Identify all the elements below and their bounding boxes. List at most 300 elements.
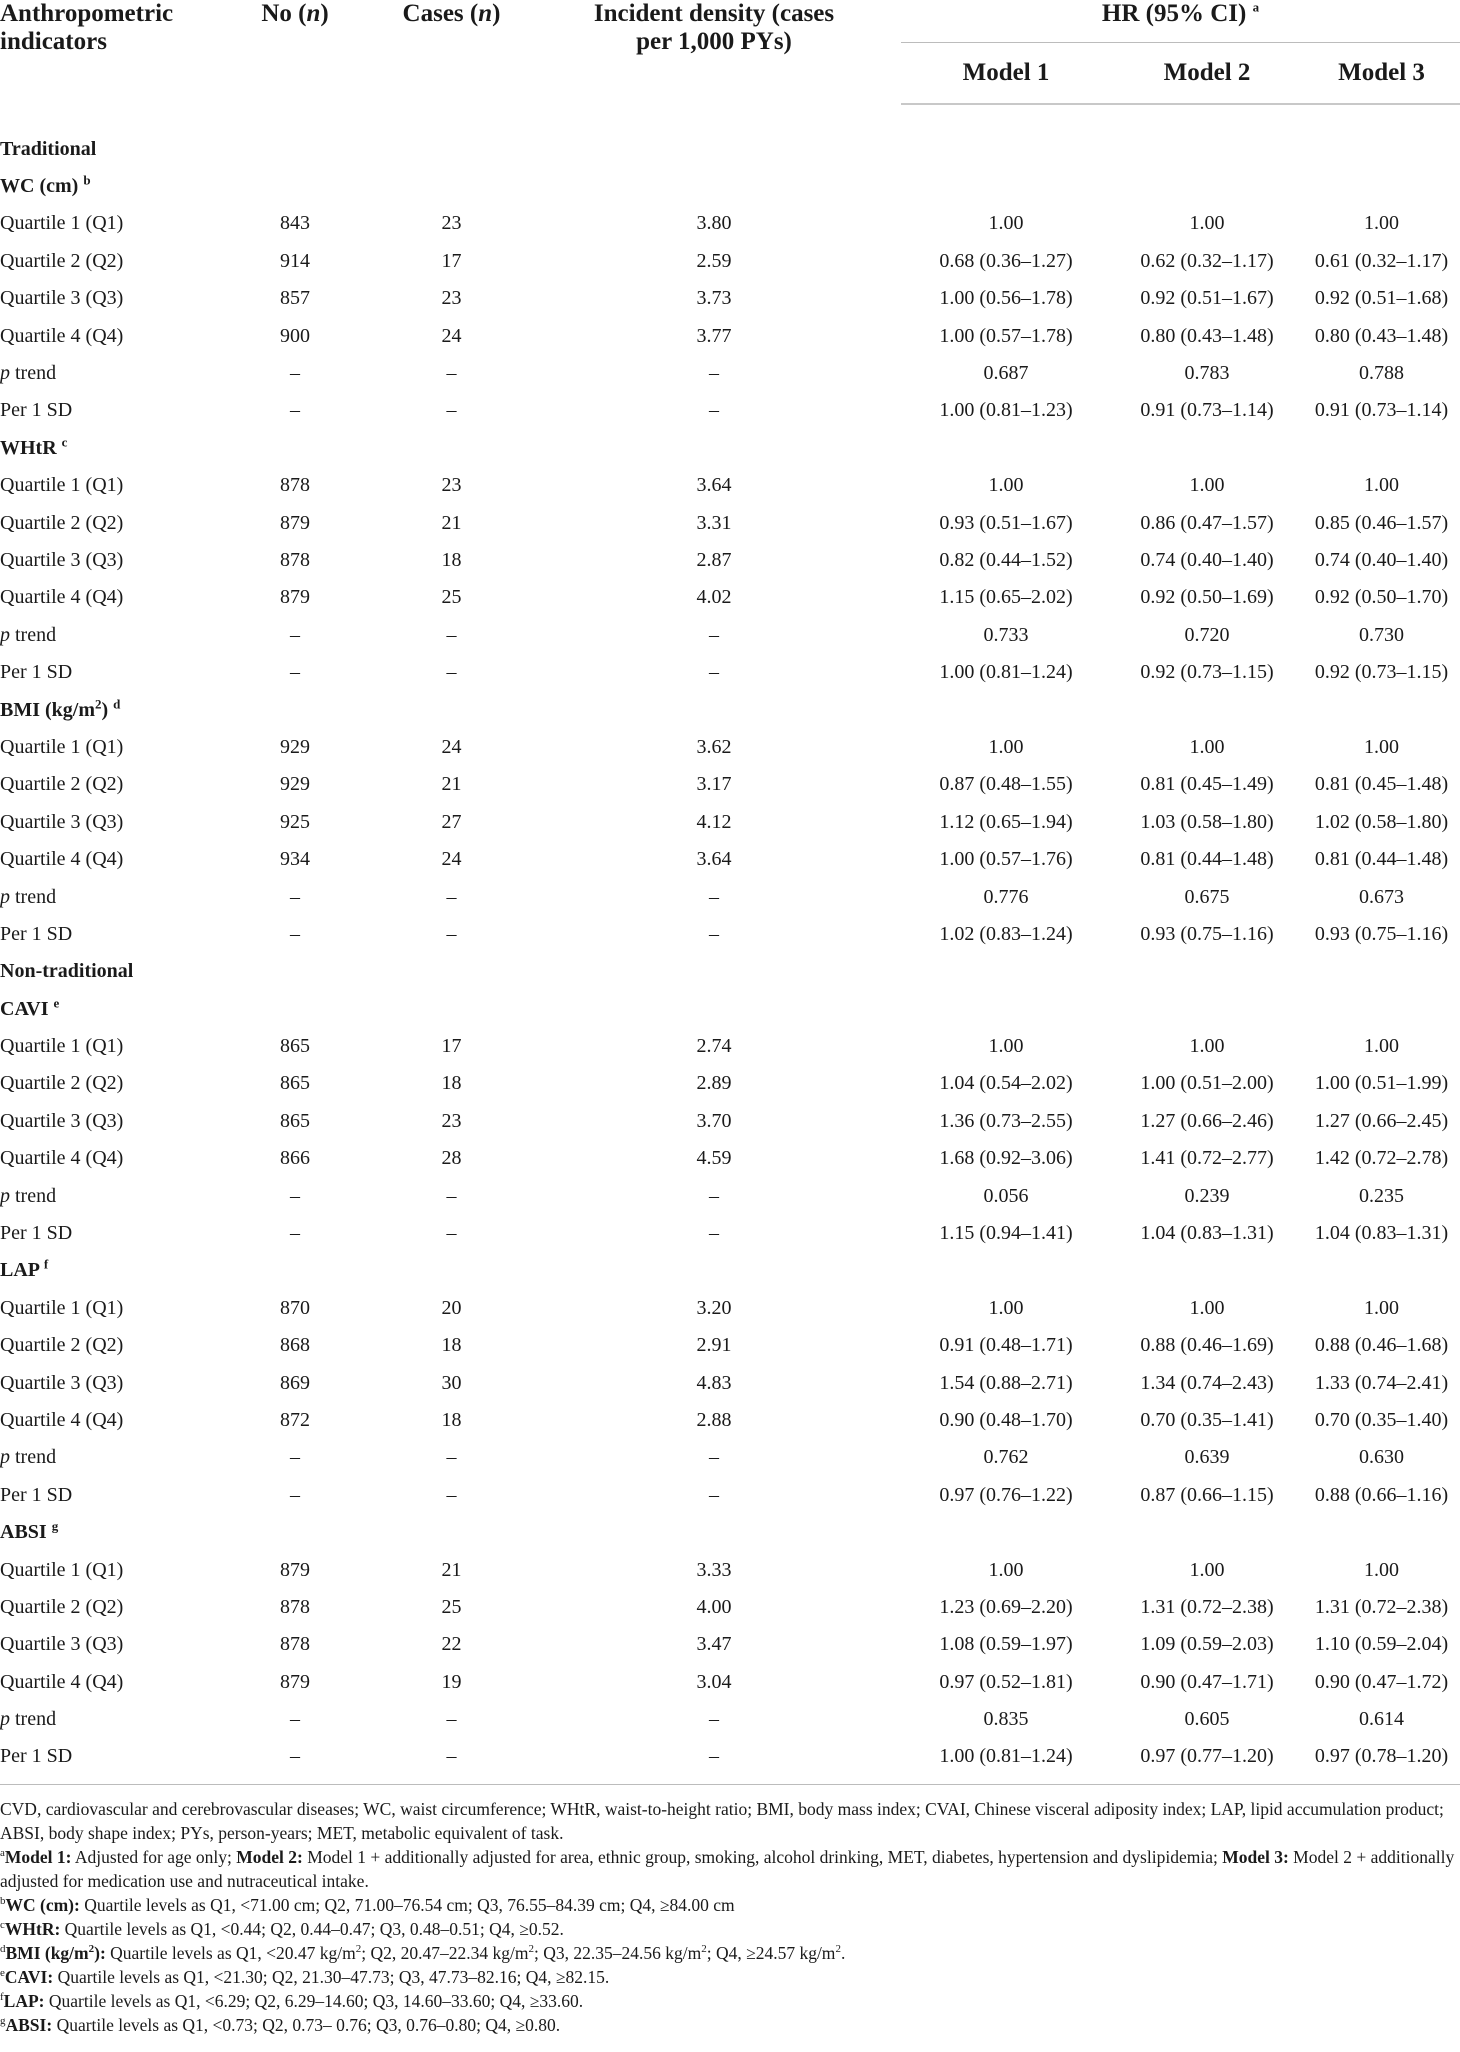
cell-m1: 1.36 (0.73–2.55) xyxy=(939,1109,1073,1132)
table-row xyxy=(0,354,1460,391)
cell-m2: 1.09 (0.59–2.03) xyxy=(1140,1633,1274,1656)
cell-density: 2.91 xyxy=(696,1334,732,1357)
cell-cases: 23 xyxy=(441,212,462,235)
cell-m1: 0.733 xyxy=(983,623,1029,646)
cell-m3: 1.00 (0.51–1.99) xyxy=(1314,1072,1449,1095)
header-no: No (n) xyxy=(261,0,329,27)
group-label: BMI $(kg/m^2)$ $^d$ xyxy=(0,695,121,721)
row-label: Per 1 SD xyxy=(0,1222,73,1245)
cell-cases: 22 xyxy=(441,1633,462,1656)
cell-no: 878 xyxy=(280,474,310,497)
cell-cases: 21 xyxy=(441,1558,462,1581)
cell-m2: 1.00 xyxy=(1189,735,1225,758)
row-label: Per 1 SD xyxy=(0,1483,73,1506)
row-label: Quartile 3 (Q3) xyxy=(0,1371,124,1394)
cell-density: 2.74 xyxy=(696,1035,732,1058)
row-label: Quartile 4 (Q4) xyxy=(0,586,124,609)
cell-no: 857 xyxy=(280,287,310,310)
table-row xyxy=(0,1663,1460,1700)
group-label: LAP $^f$ xyxy=(0,1256,49,1282)
cell-no: 879 xyxy=(280,1558,310,1581)
cell-no: – xyxy=(290,1483,300,1506)
cell-density: 3.73 xyxy=(696,287,732,310)
cell-m1: 0.90 (0.48–1.70) xyxy=(939,1408,1073,1431)
cell-cases: 24 xyxy=(441,848,462,871)
table-row xyxy=(0,803,1460,840)
cell-m3: 0.730 xyxy=(1359,623,1404,646)
row-label: Quartile 2 (Q2) xyxy=(0,249,124,272)
table-row xyxy=(0,1476,1460,1513)
cell-m1: 1.00 (0.57–1.78) xyxy=(939,324,1073,347)
table-row xyxy=(0,1327,1460,1364)
header-indicator: Anthropometric indicators xyxy=(0,0,174,55)
cell-m2: 0.81 (0.44–1.48) xyxy=(1140,848,1274,871)
footnote-a: $^a$Model 1: Adjusted for age only; Model 2: Model 1 + additionally adjusted for area, ethnic group, smoking, alcohol drinking, MET, diabetes, hypertension and dyslipidemia; Model 3: Model 2 + additionally adjusted for medication use and nutraceutical intake. xyxy=(0,1847,1455,1891)
cell-density: – xyxy=(709,1222,719,1245)
cell-density: – xyxy=(709,362,719,385)
cell-no: 868 xyxy=(280,1334,310,1357)
row-label: Per 1 SD xyxy=(0,399,73,422)
cell-no: 879 xyxy=(280,1670,310,1693)
cell-m2: 0.91 (0.73–1.14) xyxy=(1140,399,1274,422)
cell-no: 900 xyxy=(280,324,310,347)
cell-m2: 0.675 xyxy=(1184,885,1230,908)
cell-m2: 1.00 xyxy=(1189,474,1225,497)
cell-no: 878 xyxy=(280,1633,310,1656)
cell-m3: 1.00 xyxy=(1364,1035,1399,1058)
cell-no: 879 xyxy=(280,586,310,609)
cell-m1: 0.687 xyxy=(983,362,1029,385)
table-row xyxy=(0,1364,1460,1401)
cell-m3: 1.27 (0.66–2.45) xyxy=(1314,1109,1449,1132)
footnote-abbrev: CVD, cardiovascular and cerebrovascular diseases; WC, waist circumference; WHtR, waist-to-height ratio; BMI, body mass index; CVAI, Chinese visceral adiposity index; LAP, lipid accumulation product; ABSI, body shape index; PYs, person-years; MET, metabolic equivalent of task. xyxy=(0,1799,1444,1843)
cell-no: 914 xyxy=(280,249,310,272)
cell-m1: 0.776 xyxy=(983,885,1029,908)
cell-m2: 1.03 (0.58–1.80) xyxy=(1140,810,1274,833)
cell-m1: 1.00 xyxy=(988,735,1024,758)
cell-cases: – xyxy=(446,1708,457,1731)
cell-m2: 0.80 (0.43–1.48) xyxy=(1140,324,1274,347)
row-label: Quartile 4 (Q4) xyxy=(0,1408,124,1431)
cell-no: – xyxy=(290,885,300,908)
cell-m2: 0.93 (0.75–1.16) xyxy=(1140,922,1274,945)
cell-cases: 23 xyxy=(441,287,462,310)
footnote-g: $^g$ABSI: Quartile levels as Q1, <0.73; Q2, 0.73– 0.76; Q3, 0.76–0.80; Q4, ≥0.80. xyxy=(0,2015,561,2035)
footnote-d: $^d$BMI $(kg/m^2)$: Quartile levels as Q1, <20.47 $kg/m^2$; Q2, 20.47–22.34 $kg/m^2$; Q3, 22.35–24.56 $kg/m^2$; Q4, ≥24.57 $kg/m^2$. xyxy=(0,1943,846,1963)
cell-no: – xyxy=(290,362,300,385)
row-label: Quartile 2 (Q2) xyxy=(0,1072,124,1095)
row-label: p trend xyxy=(0,1708,57,1731)
row-label: p trend xyxy=(0,885,57,908)
section-title: Traditional xyxy=(0,137,97,160)
table-row xyxy=(0,1700,1460,1737)
cell-no: 865 xyxy=(280,1109,310,1132)
row-label: Quartile 2 (Q2) xyxy=(0,1334,124,1357)
table-row xyxy=(0,1551,1460,1588)
footnote-c: $^c$WHtR: Quartile levels as Q1, <0.44; Q2, 0.44–0.47; Q3, 0.48–0.51; Q4, ≥0.52. xyxy=(0,1919,564,1939)
cell-m1: 0.056 xyxy=(983,1184,1029,1207)
cell-m1: 0.87 (0.48–1.55) xyxy=(939,773,1073,796)
cell-density: 4.00 xyxy=(696,1595,732,1618)
cell-m3: 0.88 (0.66–1.16) xyxy=(1314,1483,1449,1506)
cell-m2: 0.70 (0.35–1.41) xyxy=(1140,1408,1274,1431)
cell-m1: 1.15 (0.94–1.41) xyxy=(939,1222,1073,1245)
cell-cases: 23 xyxy=(441,1109,462,1132)
table-row xyxy=(0,392,1460,429)
cell-density: 2.87 xyxy=(696,548,732,571)
cell-cases: – xyxy=(446,362,457,385)
group-row xyxy=(0,1252,1460,1289)
cell-cases: – xyxy=(446,1222,457,1245)
header-cases: Cases (n) xyxy=(402,0,501,27)
cell-density: 3.33 xyxy=(696,1558,732,1581)
cell-m3: 0.81 (0.45–1.48) xyxy=(1314,773,1449,796)
row-label: p trend xyxy=(0,1446,57,1469)
table-row xyxy=(0,1027,1460,1064)
footnote-f: $^f$LAP: Quartile levels as Q1, <6.29; Q2, 6.29–14.60; Q3, 14.60–33.60; Q4, ≥33.60. xyxy=(0,1991,584,2011)
cell-m2: 0.239 xyxy=(1184,1184,1230,1207)
cell-m3: 0.88 (0.46–1.68) xyxy=(1314,1334,1449,1357)
header-model1: Model 1 xyxy=(901,43,1111,105)
cell-density: 3.77 xyxy=(696,324,732,347)
cell-no: 866 xyxy=(280,1147,310,1170)
cell-density: – xyxy=(709,885,719,908)
cell-density: 3.47 xyxy=(696,1633,732,1656)
cell-density: 2.59 xyxy=(696,249,732,272)
cell-cases: – xyxy=(446,1483,457,1506)
cell-no: – xyxy=(290,1708,300,1731)
cell-cases: 21 xyxy=(441,773,462,796)
cell-cases: 21 xyxy=(441,511,462,534)
row-label: Quartile 4 (Q4) xyxy=(0,848,124,871)
row-label: Quartile 1 (Q1) xyxy=(0,474,124,497)
cell-m1: 0.82 (0.44–1.52) xyxy=(939,548,1073,571)
cell-m3: 0.614 xyxy=(1359,1708,1404,1731)
row-label: Per 1 SD xyxy=(0,661,73,684)
cell-cases: 30 xyxy=(441,1371,462,1394)
cell-m3: 0.92 (0.51–1.68) xyxy=(1314,287,1449,310)
group-row xyxy=(0,990,1460,1027)
cell-no: – xyxy=(290,661,300,684)
group-label: WHtR $^c$ xyxy=(0,434,68,459)
cell-cases: – xyxy=(446,1184,457,1207)
cell-no: – xyxy=(290,1745,300,1768)
group-row xyxy=(0,691,1460,728)
cell-m3: 0.235 xyxy=(1359,1184,1404,1207)
cell-m3: 0.90 (0.47–1.72) xyxy=(1314,1670,1449,1693)
cell-m3: 0.91 (0.73–1.14) xyxy=(1314,399,1449,422)
row-label: p trend xyxy=(0,1184,57,1207)
cell-cases: 19 xyxy=(441,1670,462,1693)
table-row xyxy=(0,1065,1460,1102)
cell-m1: 0.93 (0.51–1.67) xyxy=(939,511,1073,534)
cell-m3: 1.31 (0.72–2.38) xyxy=(1314,1595,1449,1618)
cell-m3: 0.85 (0.46–1.57) xyxy=(1314,511,1449,534)
cell-m1: 1.23 (0.69–2.20) xyxy=(939,1595,1073,1618)
cell-m1: 0.97 (0.52–1.81) xyxy=(939,1670,1073,1693)
cell-no: – xyxy=(290,1446,300,1469)
cell-m1: 0.68 (0.36–1.27) xyxy=(939,249,1073,272)
cell-density: 4.59 xyxy=(696,1147,732,1170)
cell-density: – xyxy=(709,922,719,945)
cell-m3: 0.81 (0.44–1.48) xyxy=(1314,848,1449,871)
table-row xyxy=(0,541,1460,578)
cell-m2: 1.34 (0.74–2.43) xyxy=(1140,1371,1274,1394)
cell-m1: 1.00 xyxy=(988,212,1024,235)
cell-density: – xyxy=(709,1184,719,1207)
cell-density: 3.64 xyxy=(696,848,732,871)
row-label: Quartile 4 (Q4) xyxy=(0,1670,124,1693)
group-label: WC (cm) $^b$ xyxy=(0,172,91,198)
table-row xyxy=(0,280,1460,317)
table-row xyxy=(0,1214,1460,1251)
row-label: Quartile 2 (Q2) xyxy=(0,773,124,796)
cell-density: 3.62 xyxy=(696,735,732,758)
header-model2: Model 2 xyxy=(1111,43,1303,105)
row-label: Quartile 3 (Q3) xyxy=(0,1109,124,1132)
cell-cases: 23 xyxy=(441,474,462,497)
row-label: Quartile 4 (Q4) xyxy=(0,324,124,347)
cell-m3: 0.630 xyxy=(1359,1446,1404,1469)
section-row xyxy=(0,953,1460,990)
cell-m1: 0.97 (0.76–1.22) xyxy=(939,1483,1073,1506)
section-row xyxy=(0,130,1460,167)
table-row xyxy=(0,616,1460,653)
cell-m2: 1.00 xyxy=(1189,1296,1225,1319)
cell-m3: 1.00 xyxy=(1364,1296,1399,1319)
cell-density: – xyxy=(709,1745,719,1768)
cell-m1: 1.00 xyxy=(988,1035,1024,1058)
table-row xyxy=(0,1401,1460,1438)
cell-density: 3.04 xyxy=(696,1670,732,1693)
cell-m1: 1.00 (0.56–1.78) xyxy=(939,287,1073,310)
cell-cases: 18 xyxy=(441,1408,462,1431)
cell-m1: 1.00 xyxy=(988,1558,1024,1581)
table-body xyxy=(0,104,1460,1775)
row-label: Per 1 SD xyxy=(0,922,73,945)
table-row xyxy=(0,1177,1460,1214)
cell-density: – xyxy=(709,661,719,684)
cell-m2: 0.86 (0.47–1.57) xyxy=(1140,511,1274,534)
cell-cases: 20 xyxy=(441,1296,462,1319)
group-label: CAVI $^e$ xyxy=(0,995,60,1020)
cell-m2: 1.00 (0.51–2.00) xyxy=(1140,1072,1274,1095)
table-row xyxy=(0,1439,1460,1476)
group-label: ABSI $^g$ xyxy=(0,1518,59,1544)
cell-m2: 0.74 (0.40–1.40) xyxy=(1140,548,1274,571)
cell-m1: 1.08 (0.59–1.97) xyxy=(939,1633,1073,1656)
cell-m1: 1.54 (0.88–2.71) xyxy=(939,1371,1073,1394)
footnote-b: $^b$WC (cm): Quartile levels as Q1, <71.00 cm; Q2, 71.00–76.54 cm; Q3, 76.55–84.39 cm; Q4, ≥84.00 cm xyxy=(0,1895,735,1915)
header-model3: Model 3 xyxy=(1303,43,1460,105)
cell-m3: 1.04 (0.83–1.31) xyxy=(1314,1222,1449,1245)
cell-cases: 24 xyxy=(441,324,462,347)
cell-m2: 0.92 (0.73–1.15) xyxy=(1140,661,1274,684)
cell-m2: 1.00 xyxy=(1189,1558,1225,1581)
row-label: Quartile 1 (Q1) xyxy=(0,1558,124,1581)
cell-cases: – xyxy=(446,1745,457,1768)
cell-m2: 0.639 xyxy=(1184,1446,1230,1469)
cell-m3: 1.10 (0.59–2.04) xyxy=(1314,1633,1449,1656)
cell-no: – xyxy=(290,1184,300,1207)
table-row xyxy=(0,1289,1460,1326)
cell-no: 872 xyxy=(280,1408,310,1431)
cell-m1: 1.00 (0.81–1.23) xyxy=(939,399,1073,422)
header-density: Incident density (cases per 1,000 PYs) xyxy=(593,0,835,55)
cell-cases: 18 xyxy=(441,1334,462,1357)
cell-density: – xyxy=(709,1708,719,1731)
cell-m2: 1.27 (0.66–2.46) xyxy=(1140,1109,1274,1132)
cell-m2: 0.87 (0.66–1.15) xyxy=(1140,1483,1274,1506)
row-label: Quartile 2 (Q2) xyxy=(0,511,124,534)
cell-m3: 1.00 xyxy=(1364,1558,1399,1581)
cell-m2: 0.90 (0.47–1.71) xyxy=(1140,1670,1274,1693)
table-row xyxy=(0,878,1460,915)
footnote-e: $^e$CAVI: Quartile levels as Q1, <21.30; Q2, 21.30–47.73; Q3, 47.73–82.16; Q4, ≥82.15. xyxy=(0,1967,610,1987)
cell-cases: 25 xyxy=(441,586,462,609)
cell-no: 878 xyxy=(280,548,310,571)
cell-density: 3.17 xyxy=(696,773,732,796)
cell-m3: 0.80 (0.43–1.48) xyxy=(1314,324,1449,347)
cell-m1: 0.91 (0.48–1.71) xyxy=(939,1334,1073,1357)
group-row xyxy=(0,167,1460,204)
cell-no: – xyxy=(290,922,300,945)
cell-m1: 1.00 (0.81–1.24) xyxy=(939,1745,1073,1768)
cell-m2: 1.04 (0.83–1.31) xyxy=(1140,1222,1274,1245)
row-label: Quartile 3 (Q3) xyxy=(0,810,124,833)
cell-cases: – xyxy=(446,1446,457,1469)
row-label: Quartile 2 (Q2) xyxy=(0,1595,124,1618)
header-hr: HR (95% CI) $^a$ xyxy=(901,0,1460,43)
cell-m1: 0.762 xyxy=(983,1446,1029,1469)
cell-density: 4.83 xyxy=(696,1371,732,1394)
cell-no: 878 xyxy=(280,1595,310,1618)
cell-m2: 0.97 (0.77–1.20) xyxy=(1140,1745,1274,1768)
cell-m2: 0.92 (0.50–1.69) xyxy=(1140,586,1274,609)
cell-m2: 0.720 xyxy=(1184,623,1230,646)
cell-no: 865 xyxy=(280,1035,310,1058)
table-row xyxy=(0,1140,1460,1177)
cell-m3: 1.02 (0.58–1.80) xyxy=(1314,810,1449,833)
cell-m1: 1.00 (0.57–1.76) xyxy=(939,848,1073,871)
row-label: Quartile 1 (Q1) xyxy=(0,735,124,758)
cell-density: 3.70 xyxy=(696,1109,732,1132)
cell-density: 4.02 xyxy=(696,586,732,609)
section-title: Non-traditional xyxy=(0,960,134,983)
cell-cases: 18 xyxy=(441,1072,462,1095)
cell-m2: 1.41 (0.72–2.77) xyxy=(1140,1147,1274,1170)
table-row xyxy=(0,1102,1460,1139)
table-row xyxy=(0,728,1460,765)
group-row xyxy=(0,1513,1460,1550)
cell-no: – xyxy=(290,623,300,646)
cell-m3: 1.00 xyxy=(1364,735,1399,758)
cell-m2: 1.00 xyxy=(1189,212,1225,235)
cell-density: – xyxy=(709,1446,719,1469)
cell-m2: 1.00 xyxy=(1189,1035,1225,1058)
cell-cases: 28 xyxy=(441,1147,462,1170)
footnotes xyxy=(0,1784,1460,2037)
cell-m3: 0.61 (0.32–1.17) xyxy=(1314,249,1449,272)
cell-m1: 1.02 (0.83–1.24) xyxy=(939,922,1073,945)
cell-m1: 1.68 (0.92–3.06) xyxy=(939,1147,1073,1170)
table-row xyxy=(0,317,1460,354)
cell-m1: 0.835 xyxy=(983,1708,1029,1731)
cell-m3: 0.92 (0.73–1.15) xyxy=(1314,661,1449,684)
cell-cases: – xyxy=(446,399,457,422)
cell-m1: 1.00 (0.81–1.24) xyxy=(939,661,1073,684)
table-row xyxy=(0,915,1460,952)
cell-m2: 0.783 xyxy=(1184,362,1230,385)
row-label: Per 1 SD xyxy=(0,1745,73,1768)
table-row xyxy=(0,205,1460,242)
cell-cases: 24 xyxy=(441,735,462,758)
cell-density: 3.20 xyxy=(696,1296,732,1319)
cell-density: 3.80 xyxy=(696,212,732,235)
cell-no: 870 xyxy=(280,1296,310,1319)
cell-density: – xyxy=(709,1483,719,1506)
cell-no: 929 xyxy=(280,773,310,796)
table-row xyxy=(0,467,1460,504)
cell-density: 2.88 xyxy=(696,1408,732,1431)
row-label: Quartile 3 (Q3) xyxy=(0,548,124,571)
row-label: Quartile 1 (Q1) xyxy=(0,1035,124,1058)
cell-cases: 18 xyxy=(441,548,462,571)
cell-m3: 1.00 xyxy=(1364,212,1399,235)
table-row xyxy=(0,579,1460,616)
row-label: Quartile 1 (Q1) xyxy=(0,1296,124,1319)
cell-cases: 27 xyxy=(441,810,462,833)
cell-no: 929 xyxy=(280,735,310,758)
row-label: Quartile 4 (Q4) xyxy=(0,1147,124,1170)
cell-m2: 0.62 (0.32–1.17) xyxy=(1140,249,1274,272)
cell-density: – xyxy=(709,399,719,422)
cell-m3: 0.788 xyxy=(1359,362,1404,385)
table-row xyxy=(0,504,1460,541)
cell-density: – xyxy=(709,623,719,646)
cell-no: 879 xyxy=(280,511,310,534)
table-row xyxy=(0,653,1460,690)
cell-m1: 1.00 xyxy=(988,1296,1024,1319)
cell-cases: – xyxy=(446,885,457,908)
table-row xyxy=(0,242,1460,279)
cell-m3: 1.42 (0.72–2.78) xyxy=(1314,1147,1449,1170)
row-label: Quartile 3 (Q3) xyxy=(0,1633,124,1656)
cell-density: 4.12 xyxy=(696,810,732,833)
cell-m3: 1.33 (0.74–2.41) xyxy=(1314,1371,1449,1394)
cell-m3: 0.93 (0.75–1.16) xyxy=(1314,922,1449,945)
cell-m1: 1.04 (0.54–2.02) xyxy=(939,1072,1073,1095)
cell-no: – xyxy=(290,1222,300,1245)
cell-m3: 0.97 (0.78–1.20) xyxy=(1314,1745,1449,1768)
row-label: p trend xyxy=(0,362,57,385)
cell-no: 843 xyxy=(280,212,310,235)
cell-density: 3.64 xyxy=(696,474,732,497)
cell-cases: – xyxy=(446,922,457,945)
spacer-row xyxy=(0,104,1460,130)
cell-density: 2.89 xyxy=(696,1072,732,1095)
cell-cases: 17 xyxy=(441,1035,462,1058)
cell-m1: 1.15 (0.65–2.02) xyxy=(939,586,1073,609)
cell-no: 925 xyxy=(280,810,310,833)
cell-m3: 0.673 xyxy=(1359,885,1404,908)
table-row xyxy=(0,1588,1460,1625)
cell-m2: 0.88 (0.46–1.69) xyxy=(1140,1334,1274,1357)
table-row xyxy=(0,1626,1460,1663)
cell-cases: – xyxy=(446,623,457,646)
cell-no: 865 xyxy=(280,1072,310,1095)
cell-m3: 0.70 (0.35–1.40) xyxy=(1314,1408,1449,1431)
